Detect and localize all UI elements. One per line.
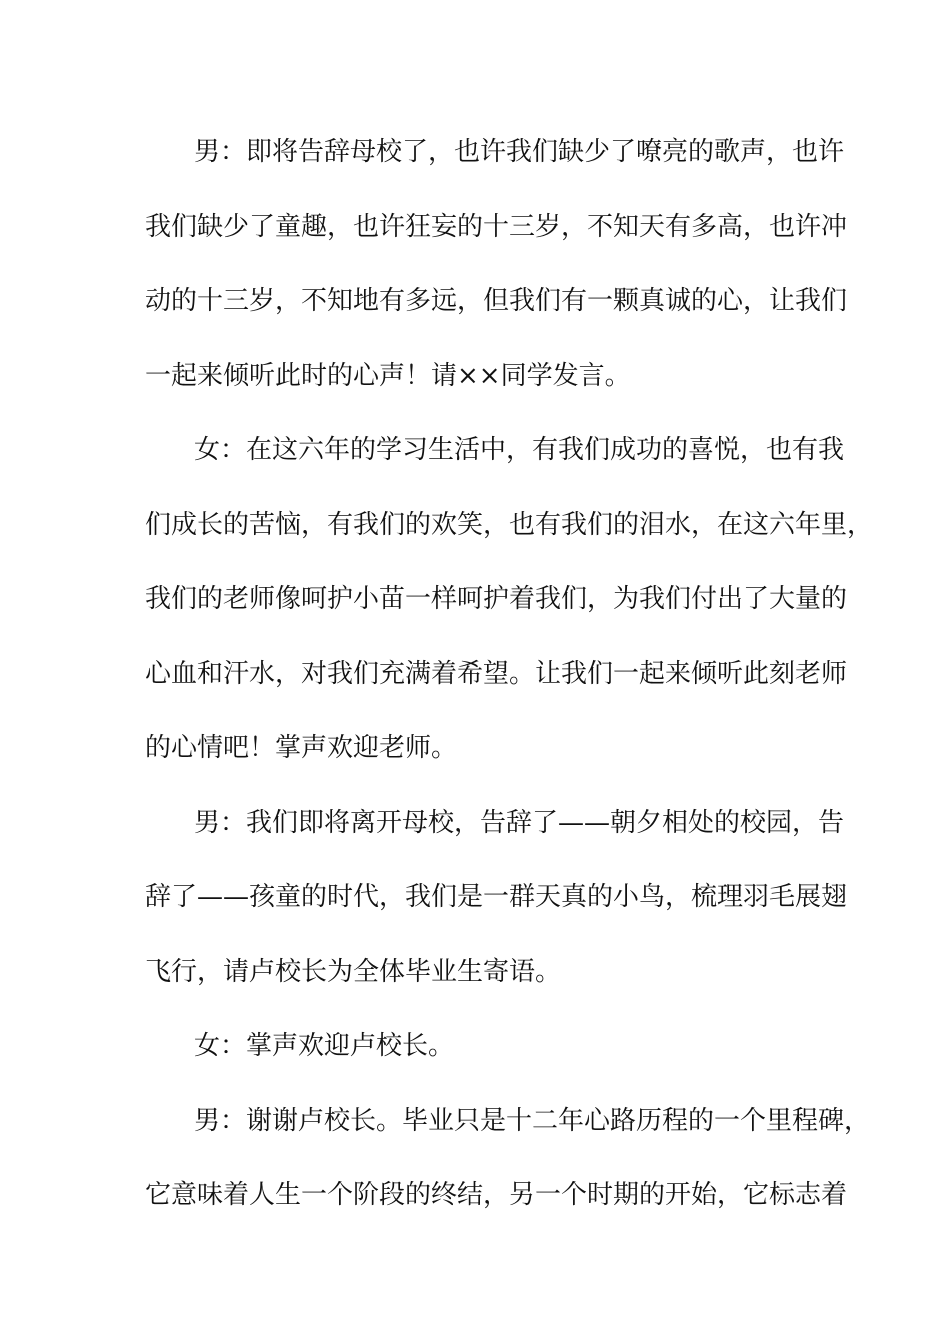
paragraph-line: 女：在这六年的学习生活中，有我们成功的喜悦，也有我 — [194, 435, 845, 465]
paragraph-line: 男：即将告辞母校了，也许我们缺少了嘹亮的歌声，也许 — [194, 137, 845, 167]
document-body — [145, 127, 874, 1245]
paragraph-line: 女：掌声欢迎卢校长。 — [194, 1031, 455, 1061]
paragraph-line: 辞了——孩童的时代，我们是一群天真的小鸟，梳理羽毛展翅 — [145, 882, 848, 912]
paragraph-line: 男：我们即将离开母校，告辞了——朝夕相处的校园，告 — [194, 807, 845, 838]
paragraph-line: 的心情吧！掌声欢迎老师。 — [145, 733, 458, 763]
paragraph-line: 们成长的苦恼，有我们的欢笑，也有我们的泪水，在这六年里， — [145, 509, 874, 540]
paragraph-line: 男：谢谢卢校长。毕业只是十二年心路历程的一个里程碑， — [194, 1105, 871, 1136]
paragraph-line: 我们缺少了童趣，也许狂妄的十三岁，不知天有多高，也许冲 — [145, 211, 848, 242]
paragraph-line: 动的十三岁，不知地有多远，但我们有一颗真诚的心，让我们 — [145, 286, 848, 316]
paragraph-line: 我们的老师像呵护小苗一样呵护着我们，为我们付出了大量的 — [145, 584, 848, 614]
paragraph-line: 它意味着人生一个阶段的终结，另一个时期的开始，它标志着 — [145, 1180, 848, 1210]
paragraph-line: 飞行，请卢校长为全体毕业生寄语。 — [145, 956, 562, 987]
paragraph-line: 一起来倾听此时的心声！请××同学发言。 — [145, 360, 631, 391]
paragraph-line: 心血和汗水，对我们充满着希望。让我们一起来倾听此刻老师 — [145, 658, 848, 689]
